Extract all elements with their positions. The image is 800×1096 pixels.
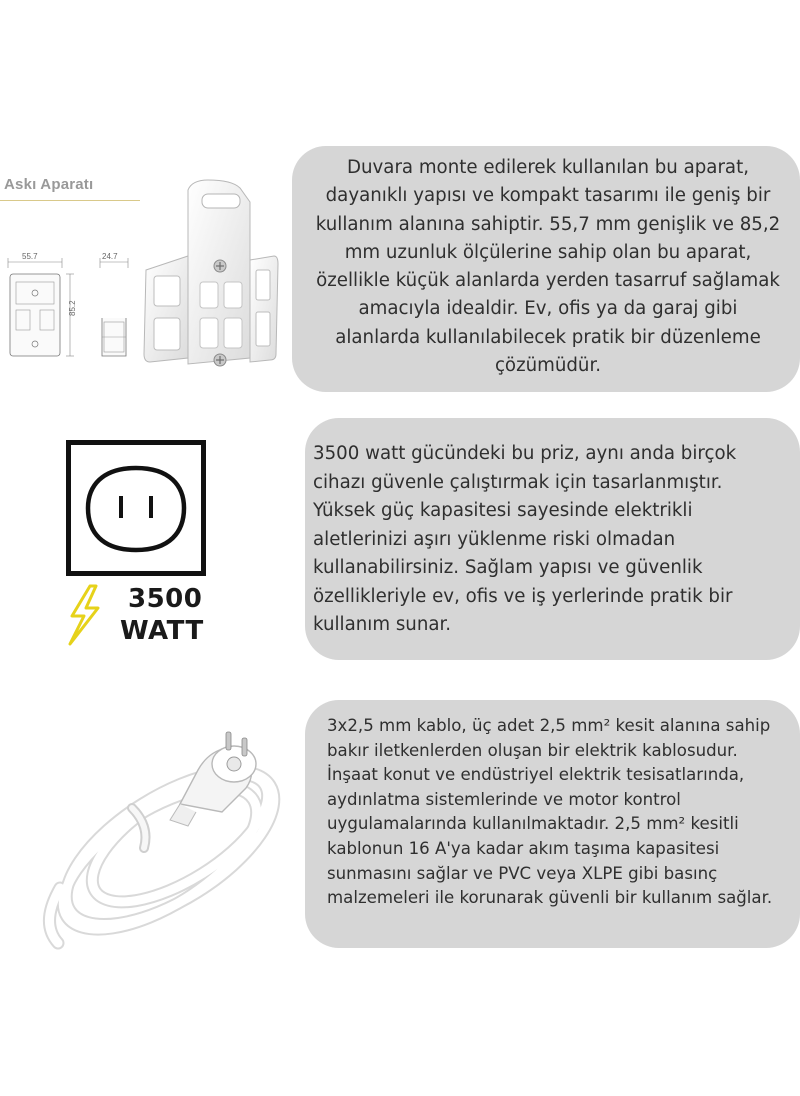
dim-height-label: 85.2 (68, 300, 77, 316)
lightning-bolt-icon (66, 584, 102, 646)
hanger-title-rule (0, 200, 140, 201)
watt-value: 3500 (128, 584, 203, 614)
power-description-card (305, 418, 800, 660)
cable-description-card (305, 700, 800, 948)
watt-unit: WATT (120, 616, 204, 646)
dim-width-label: 55.7 (22, 252, 38, 261)
socket-outlet-icon (66, 440, 206, 576)
hanger-title: Askı Aparatı (4, 176, 94, 193)
power-description-text: 3500 watt gücündeki bu priz, aynı anda birçok cihazı güvenle çalıştırmak için tasarlanmıştır. Yüksek güç kapasitesi sayesinde elektrikli aletlerinizi aşırı yüklenme riski olmadan kullanabilirsiniz. Sağlam yapısı ve güvenlik özellikleriyle ev, ofis ve iş yerlerinde pratik bir kullanım sunar. (313, 443, 737, 635)
hanger-description-card (292, 146, 800, 392)
cable-photo (20, 708, 300, 958)
hanger-description-text: Duvara monte edilerek kullanılan bu aparat, dayanıklı yapısı ve kompakt tasarımı ile geniş bir kullanım alanına sahiptir. 55,7 mm genişlik ve 85,2 mm uzunluk ölçülerine sahip olan bu aparat, özellikle küçük alanlarda yerden tasarruf sağlamak amacıyla idealdir. Ev, ofis ya da garaj gibi alanlarda kullanılabilecek pratik bir düzenleme çözümüdür. (315, 157, 781, 377)
cable-description-text: 3x2,5 mm kablo, üç adet 2,5 mm² kesit alanına sahip bakır iletkenlerden oluşan bir elektrik kablosudur. İnşaat konut ve endüstriyel elektrik tesisatlarında, aydınlatma sistemlerinde ve motor kontrol uygulamalarında kullanılmaktadır. 2,5 mm² kesitli kablonun 16 A'ya kadar akım taşıma kapasitesi sunmasını sağlar ve PVC veya XLPE gibi basınç malzemeleri ile korunarak güvenli bir kullanım sağlar. (327, 716, 773, 908)
dim-depth-label: 24.7 (102, 252, 118, 261)
hanger-photo (140, 178, 280, 374)
